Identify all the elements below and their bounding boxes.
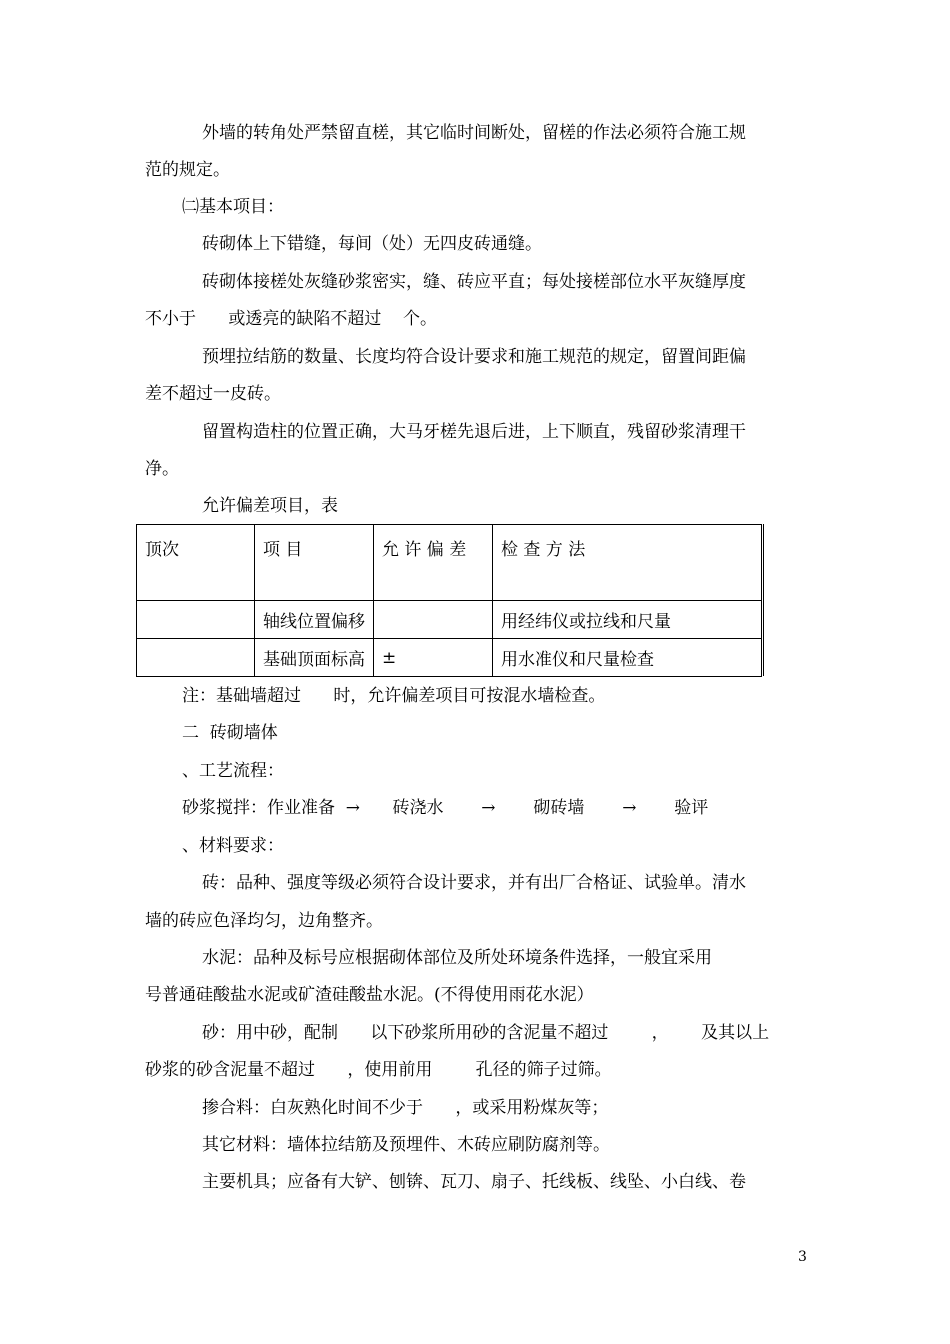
table-cell: 用水准仪和尺量检查 [493,639,762,677]
table-row [137,601,762,639]
header-cell: 检 查 方 法 [493,525,762,601]
paragraph-line: 其它材料：墙体拉结筋及预埋件、木砖应刷防腐剂等。 [202,1135,610,1155]
header-cell: 项 目 [255,525,374,601]
table-cell: 轴线位置偏移 [255,601,374,639]
paragraph-line: 留置构造柱的位置正确，大马牙槎先退后进，上下顺直，残留砂浆清理干 [202,422,746,442]
paragraph-line: 砂：用中砂，配制 以下砂浆所用砂的含泥量不超过 ， 及其以上 [202,1023,770,1043]
table-double-border [763,524,764,676]
table-cell [137,639,255,677]
table-cell: 用经纬仪或拉线和尺量 [493,601,762,639]
section-heading: 二 砖砌墙体 [182,723,278,743]
paragraph-line: 掺合料：白灰熟化时间不少于 ，或采用粉煤灰等； [202,1098,609,1118]
table-cell [137,601,255,639]
paragraph-line: 外墙的转角处严禁留直槎，其它临时间断处，留槎的作法必须符合施工规 [202,123,746,143]
header-cell: 顶次 [137,525,255,601]
paragraph-line: 砖：品种、强度等级必须符合设计要求，并有出厂合格证、试验单。清水 [202,873,746,893]
process-flow: 砂浆搅拌：作业准备 → 砖浇水 → 砌砖墙 → 验评 [182,798,709,818]
table-cell: 基础顶面标高 [255,639,374,677]
paragraph-line: 砖砌体接槎处灰缝砂浆密实，缝、砖应平直；每处接槎部位水平灰缝厚度 [202,272,746,292]
section-heading: ㈡基本项目： [182,197,284,217]
note: 注：基础墙超过 时，允许偏差项目可按混水墙检查。 [182,686,606,706]
paragraph-line: 墙的砖应色泽均匀，边角整齐。 [145,911,383,931]
paragraph-line: 主要机具；应备有大铲、刨锛、瓦刀、扇子、托线板、线坠、小白线、卷 [202,1172,746,1192]
paragraph-line: 砂浆的砂含泥量不超过 ，使用前用 孔径的筛子过筛。 [145,1060,612,1080]
table-cell [374,601,493,639]
paragraph-line: 差不超过一皮砖。 [145,384,281,404]
paragraph-line: 净。 [145,459,179,479]
section-heading: 、工艺流程： [182,761,284,781]
table-header-row [137,525,762,601]
table-cell: ± [374,639,493,677]
header-cell: 允 许 偏 差 [374,525,493,601]
paragraph-line: 砖砌体上下错缝，每间（处）无四皮砖通缝。 [202,234,542,254]
paragraph-line: 号普通硅酸盐水泥或矿渣硅酸盐水泥。(不得使用雨花水泥） [145,985,594,1005]
paragraph-line: 不小于 或透亮的缺陷不超过 个。 [145,309,438,329]
paragraph-line: 预埋拉结筋的数量、长度均符合设计要求和施工规范的规定，留置间距偏 [202,347,746,367]
table-caption: 允许偏差项目，表 [202,496,338,516]
tolerance-table [136,524,762,677]
paragraph-line: 水泥：品种及标号应根据砌体部位及所处环境条件选择，一般宜采用 [202,948,712,968]
section-heading: 、材料要求： [182,836,284,856]
page-number: 3 [798,1249,807,1265]
paragraph-line: 范的规定。 [145,160,230,180]
table-row [137,639,762,677]
